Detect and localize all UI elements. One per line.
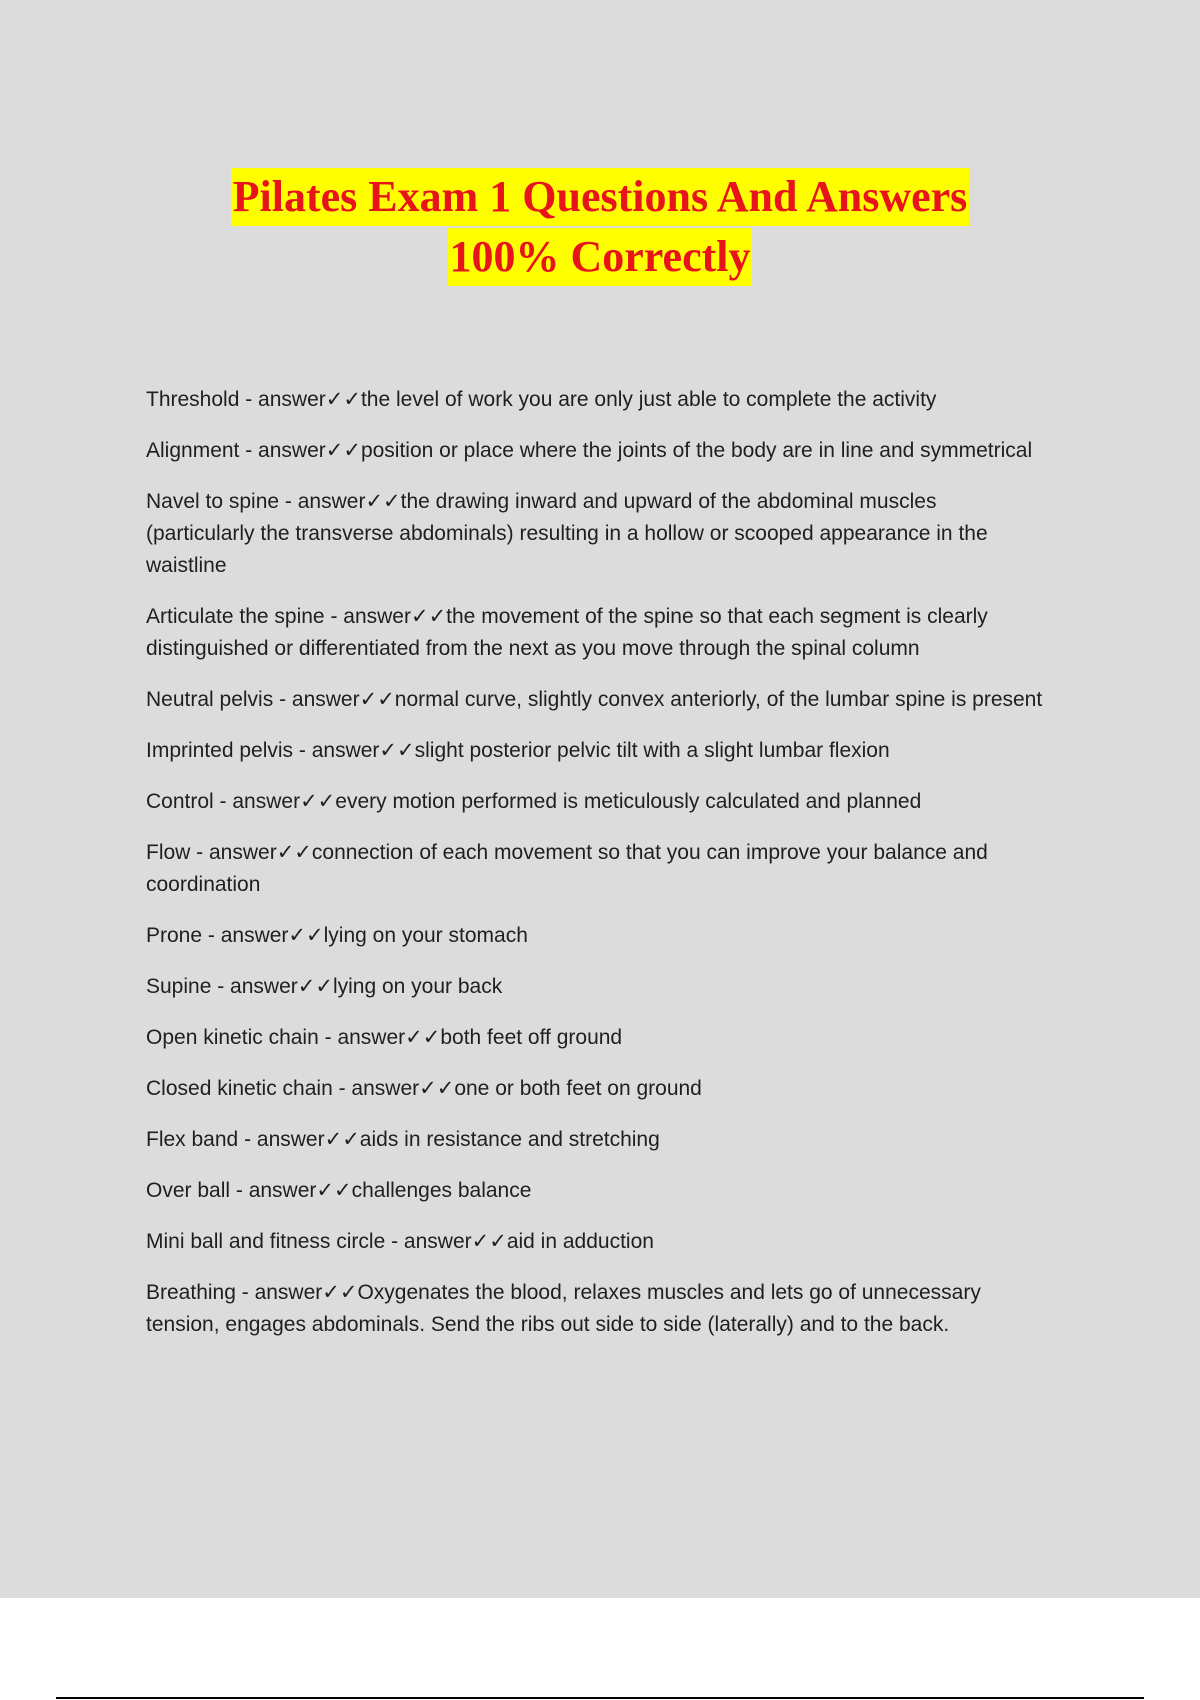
qa-entry bbox=[146, 837, 1046, 901]
check-marks-icon: ✓✓ bbox=[288, 924, 324, 947]
qa-definition: the movement of the spine so that each segment is clearly distinguished or differentiated from the next as you move through the spinal column bbox=[146, 605, 988, 660]
answer-separator: - answer bbox=[190, 841, 277, 864]
answer-separator: - answer bbox=[324, 605, 411, 628]
answer-separator: - answer bbox=[293, 739, 380, 762]
qa-entry bbox=[146, 735, 1046, 767]
qa-entry bbox=[146, 920, 1046, 952]
qa-term: Closed kinetic chain bbox=[146, 1077, 333, 1100]
qa-entry bbox=[146, 1226, 1046, 1258]
qa-definition: every motion performed is meticulously calculated and planned bbox=[335, 790, 922, 813]
qa-term: Threshold bbox=[146, 388, 240, 411]
qa-entry bbox=[146, 486, 1046, 582]
qa-term: Alignment bbox=[146, 439, 240, 462]
answer-separator: - answer bbox=[238, 1128, 325, 1151]
answer-separator: - answer bbox=[239, 388, 326, 411]
check-marks-icon: ✓✓ bbox=[410, 605, 447, 628]
answer-separator: - answer bbox=[239, 439, 326, 462]
qa-entry bbox=[146, 1175, 1046, 1207]
qa-definition: connection of each movement so that you can improve your balance and coordination bbox=[146, 841, 988, 896]
check-marks-icon: ✓✓ bbox=[365, 490, 401, 513]
qa-definition: aids in resistance and stretching bbox=[359, 1128, 660, 1151]
qa-term: Imprinted pelvis bbox=[146, 739, 294, 762]
answer-separator: - answer bbox=[213, 790, 301, 813]
answer-separator: - answer bbox=[279, 490, 366, 513]
check-marks-icon: ✓✓ bbox=[324, 1128, 360, 1151]
qa-definition: normal curve, slightly convex anteriorly, of the lumbar spine is present bbox=[394, 688, 1043, 711]
answer-separator: - answer bbox=[273, 688, 360, 711]
qa-definition: lying on your stomach bbox=[323, 924, 528, 947]
check-marks-icon: ✓✓ bbox=[359, 688, 395, 711]
qa-definition: Oxygenates the blood, relaxes muscles and lets go of unnecessary tension, engages abdominals. Send the ribs out side to side (laterally) and to the back. bbox=[146, 1281, 981, 1336]
answer-separator: - answer bbox=[318, 1026, 406, 1049]
qa-entry bbox=[146, 684, 1046, 716]
footer-divider bbox=[56, 1697, 1144, 1699]
qa-entry bbox=[146, 601, 1046, 665]
qa-entry bbox=[146, 1022, 1046, 1054]
qa-term: Control bbox=[146, 790, 214, 813]
qa-entry bbox=[146, 1124, 1046, 1156]
answer-separator: - answer bbox=[332, 1077, 420, 1100]
qa-definition: the level of work you are only just able to complete the activity bbox=[360, 388, 937, 411]
qa-list bbox=[146, 384, 1046, 1360]
check-marks-icon: ✓✓ bbox=[471, 1230, 507, 1253]
answer-separator: - answer bbox=[385, 1230, 472, 1253]
qa-entry bbox=[146, 971, 1046, 1003]
qa-entry bbox=[146, 384, 1046, 416]
answer-separator: - answer bbox=[230, 1179, 317, 1202]
qa-definition: the drawing inward and upward of the abdominal muscles (particularly the transverse abdominals) resulting in a hollow or scooped appearance in the waistline bbox=[146, 490, 988, 577]
check-marks-icon: ✓✓ bbox=[325, 388, 361, 411]
qa-definition: position or place where the joints of the body are in line and symmetrical bbox=[360, 439, 1033, 462]
qa-term: Flow bbox=[146, 841, 191, 864]
check-marks-icon: ✓✓ bbox=[276, 841, 312, 864]
qa-definition: aid in adduction bbox=[506, 1230, 654, 1253]
qa-entry bbox=[146, 1277, 1046, 1341]
document-title bbox=[0, 168, 1200, 288]
check-marks-icon: ✓✓ bbox=[325, 439, 361, 462]
qa-definition: slight posterior pelvic tilt with a slight lumbar flexion bbox=[414, 739, 890, 762]
qa-definition: challenges balance bbox=[351, 1179, 532, 1202]
qa-term: Articulate the spine bbox=[146, 605, 325, 628]
qa-definition: lying on your back bbox=[332, 975, 503, 998]
answer-separator: - answer bbox=[235, 1281, 323, 1304]
qa-term: Breathing bbox=[146, 1281, 236, 1304]
check-marks-icon: ✓✓ bbox=[316, 1179, 352, 1202]
answer-separator: - answer bbox=[211, 975, 298, 998]
qa-term: Neutral pelvis bbox=[146, 688, 274, 711]
answer-separator: - answer bbox=[202, 924, 289, 947]
qa-term: Supine bbox=[146, 975, 212, 998]
check-marks-icon: ✓✓ bbox=[300, 790, 336, 813]
check-marks-icon: ✓✓ bbox=[419, 1077, 455, 1100]
qa-term: Over ball bbox=[146, 1179, 231, 1202]
title-line-1: Pilates Exam 1 Questions And Answers bbox=[231, 168, 970, 226]
check-marks-icon: ✓✓ bbox=[297, 975, 333, 998]
qa-term: Open kinetic chain bbox=[146, 1026, 319, 1049]
title-line-2: 100% Correctly bbox=[448, 228, 753, 286]
qa-term: Navel to spine bbox=[146, 490, 280, 513]
qa-term: Mini ball and fitness circle bbox=[146, 1230, 386, 1253]
check-marks-icon: ✓✓ bbox=[379, 739, 415, 762]
check-marks-icon: ✓✓ bbox=[405, 1026, 441, 1049]
qa-entry bbox=[146, 786, 1046, 818]
qa-entry bbox=[146, 1073, 1046, 1105]
qa-term: Prone bbox=[146, 924, 203, 947]
qa-term: Flex band bbox=[146, 1128, 239, 1151]
qa-entry bbox=[146, 435, 1046, 467]
qa-definition: both feet off ground bbox=[440, 1026, 623, 1049]
qa-definition: one or both feet on ground bbox=[454, 1077, 702, 1100]
check-marks-icon: ✓✓ bbox=[322, 1281, 358, 1304]
